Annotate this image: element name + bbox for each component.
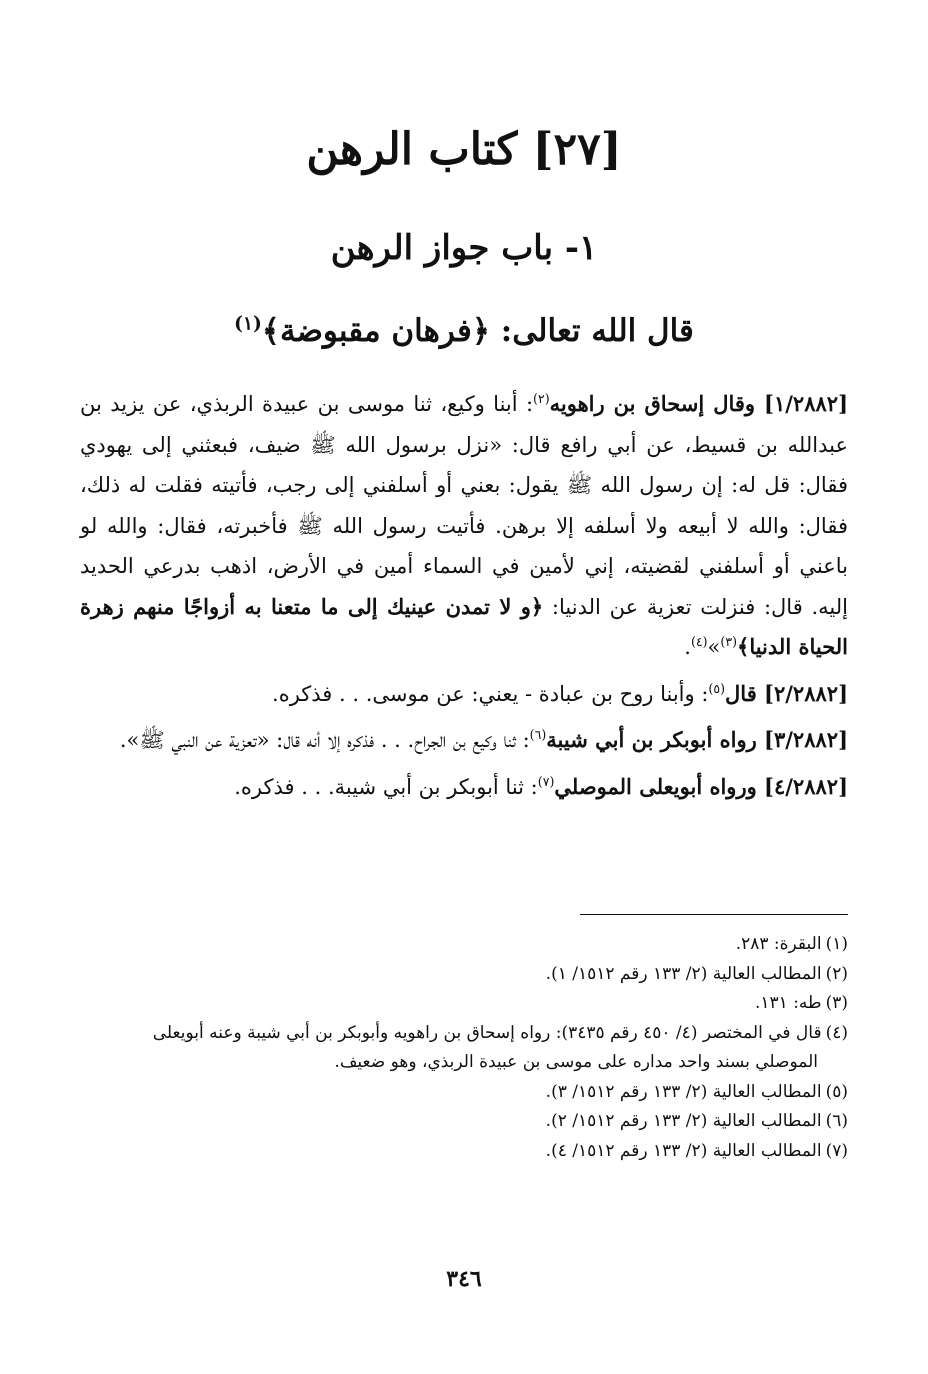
footnote-text: قال في المختصر (٤/ ٤٥٠ رقم ٣٤٣٥): رواه إسحاق بن راهويه وأبوبكر بن أبي شيبة وعنه أبويعلى — [152, 1022, 822, 1043]
footnote-number: (٦) — [825, 1111, 848, 1131]
verse-text: قال الله تعالى: ﴿فرهان مقبوضة﴾ — [261, 313, 694, 349]
hadith-paragraph — [80, 720, 848, 761]
footnote-number: (٧) — [825, 1140, 848, 1161]
hadith-reference: [٤/٢٨٨٢] ورواه أبويعلى الموصلي — [554, 773, 848, 799]
hadith-reference: [٣/٢٨٨٢] رواه أبوبكر بن أبي شيبة — [546, 727, 848, 752]
footnote-ref: (٤) — [690, 634, 708, 649]
hadith-text: : ثنا وكيع بن الجراح. . . فذكره إلا أنه قال: «تعزية عن النبي ﷺ». — [119, 728, 530, 752]
footnote — [80, 1078, 848, 1108]
hadith-text: : ثنا أبوبكر بن أبي شيبة. . . فذكره. — [234, 774, 538, 799]
footnote-ref: (٣) — [720, 634, 738, 649]
footnote-text: المطالب العالية (٢/ ١٣٣ رقم ١٥١٢/ ١). — [545, 963, 822, 984]
hadith-reference: [٢/٢٨٨٢] قال — [725, 680, 848, 706]
hadith-paragraph — [80, 767, 848, 808]
footnote-text: المطالب العالية (٢/ ١٣٣ رقم ١٥١٢/ ٣). — [545, 1081, 822, 1102]
page-number: ٣٤٦ — [446, 1266, 482, 1292]
footnote-number: (٢) — [825, 963, 848, 984]
hadith-paragraph — [80, 674, 848, 715]
footnotes — [80, 930, 848, 1166]
footnote-separator — [580, 914, 848, 915]
footnote — [80, 1019, 848, 1049]
footnote-number: (٥) — [825, 1081, 848, 1102]
footnote-text: طه: ١٣١. — [754, 993, 822, 1013]
footnote — [80, 989, 848, 1019]
footnote — [80, 960, 848, 990]
footnote-number: (٤) — [825, 1022, 848, 1043]
footnote-text: المطالب العالية (٢/ ١٣٣ رقم ١٥١٢/ ٢). — [545, 1111, 822, 1131]
chapter-title: [٢٧] كتاب الرهن — [306, 124, 622, 175]
hadith-text: : أبنا وكيع، ثنا موسى بن عبيدة الربذي، عن يزيد بن عبدالله بن قسيط، عن أبي رافع قال: «نزل برسول الله ﷺ ضيف، فبعثني إلى يهودي فقال: قل له: إن رسول الله ﷺ يقول: بعني أو أسلفني إلى رجب، فأتيته فقلت له ذلك، فقال: والله لا أبيعه ولا أسلفه إلا برهن. فأتيت رسول الله ﷺ فأخبرته، فقال: والله لو باعني أو أسلفني لقضيته، إني لأمين في السماء أمين في الأرض، اذهب بدرعي الحديد إليه. قال: فنزلت تعزية عن الدنيا: — [80, 392, 848, 619]
footnote-ref: (٢) — [533, 391, 550, 406]
footnote-ref: (٧) — [537, 773, 555, 789]
footnote-text: المطالب العالية (٢/ ١٣٣ رقم ١٥١٢/ ٤). — [545, 1140, 822, 1161]
footnote-ref: (٦) — [529, 727, 547, 742]
footnote-continuation: الموصلي بسند واحد مداره على موسى بن عبيدة الربذي، وهو ضعيف. — [334, 1052, 818, 1072]
period: . — [684, 635, 691, 659]
hadith-paragraph — [80, 384, 848, 668]
footnote-number: (٣) — [825, 993, 848, 1013]
closing-quote: » — [707, 635, 721, 659]
footnote-ref: (١) — [234, 313, 262, 335]
section-title: ١- باب جواز الرهن — [330, 228, 598, 268]
footnote-number: (١) — [825, 934, 848, 954]
quran-verse-heading — [80, 306, 848, 356]
quran-quote: ﴿و لا تمدن عينيك إلى ما متعنا به أزواجًا منهم زهرة الحياة الدنيا﴾ — [80, 593, 848, 659]
main-text — [80, 384, 848, 813]
footnote-ref: (٥) — [708, 680, 726, 696]
footnote — [80, 1107, 848, 1137]
footnote — [80, 1137, 848, 1167]
hadith-text: : وأبنا روح بن عبادة - يعني: عن موسى. . . فذكره. — [272, 681, 709, 706]
footnote-text: البقرة: ٢٨٣. — [735, 934, 822, 954]
footnote — [80, 930, 848, 960]
hadith-reference: [١/٢٨٨٢] وقال إسحاق بن راهويه — [549, 391, 848, 416]
